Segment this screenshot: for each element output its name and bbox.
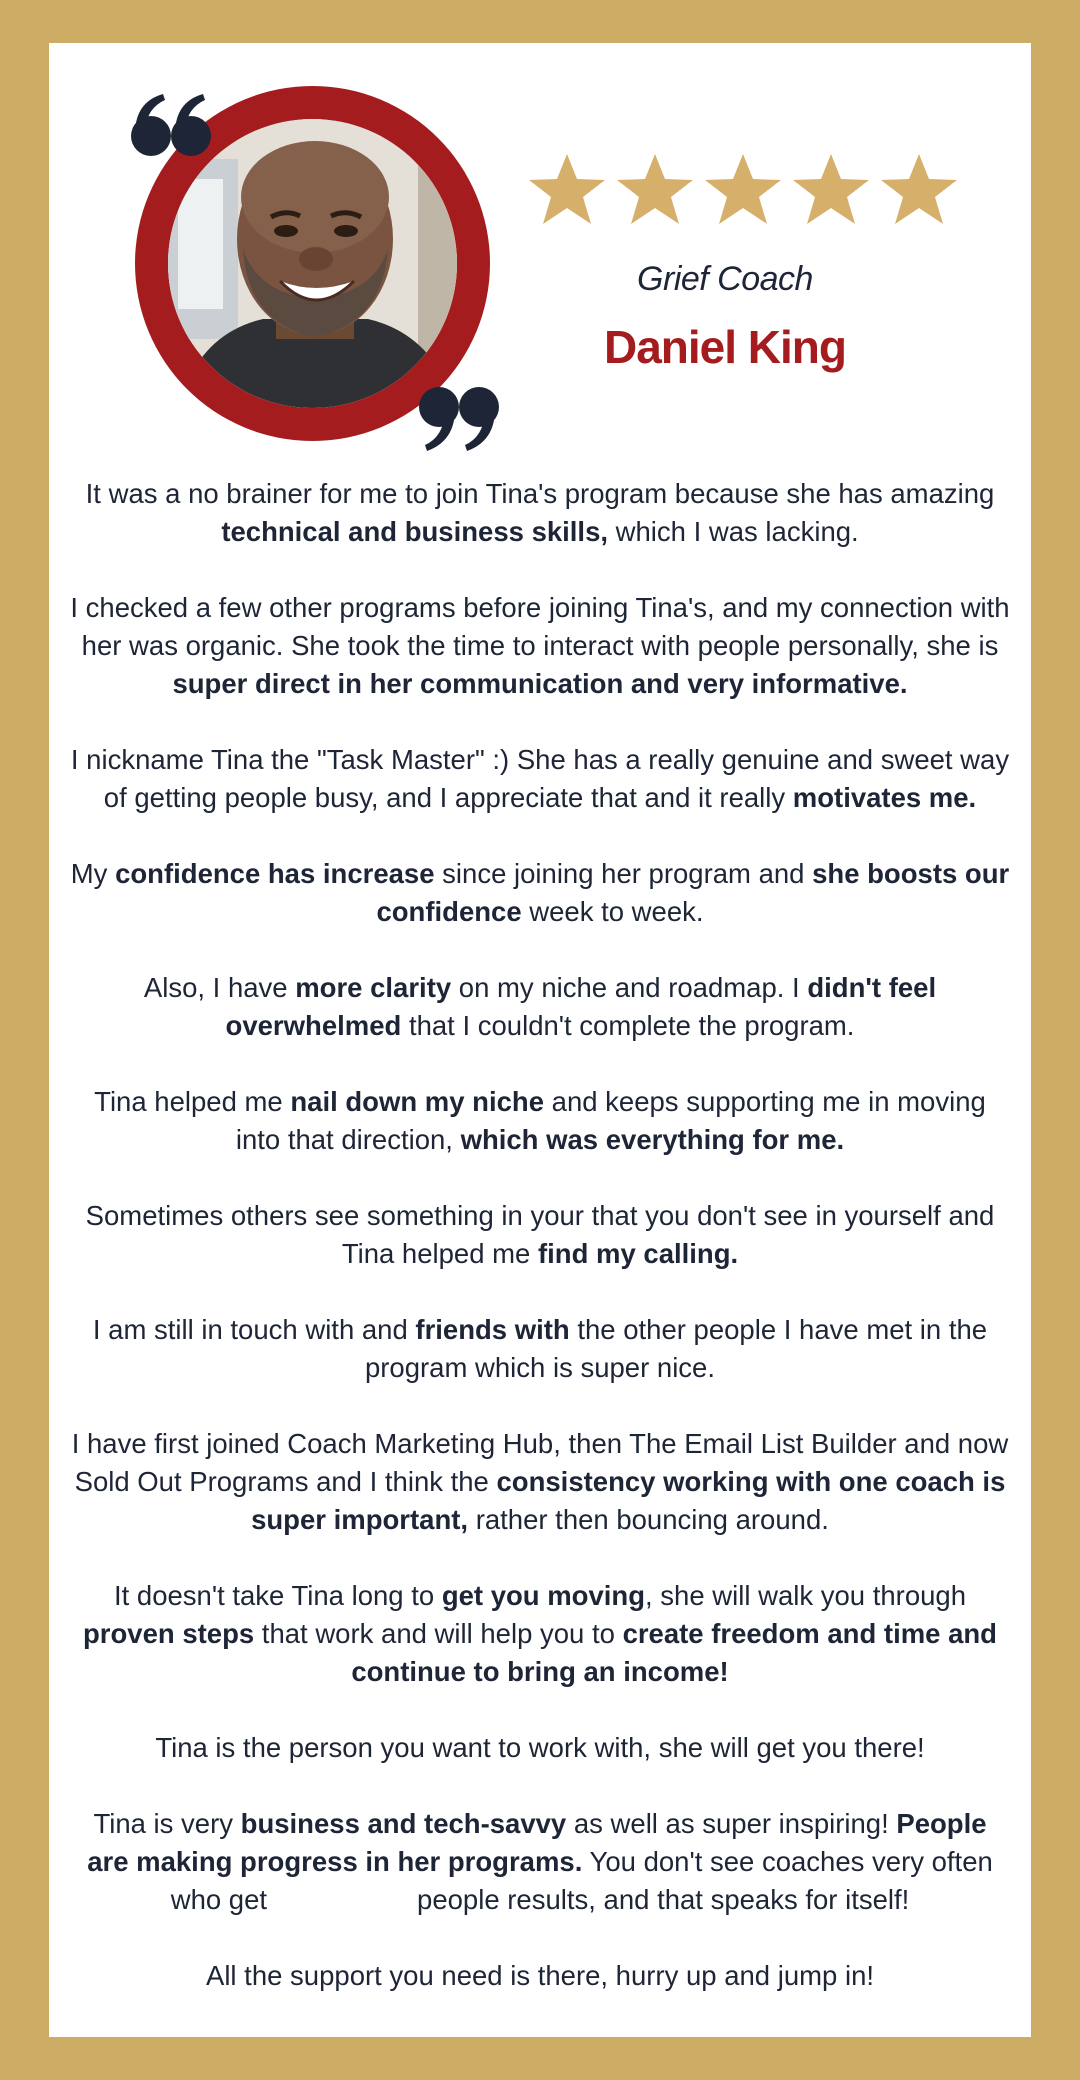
coach-name: Daniel King — [603, 321, 847, 373]
star-icon — [617, 154, 693, 224]
testimonial-paragraph: Also, I have more clarity on my niche and roadmap. I didn't feel overwhelmed that I couldn't complete the program. — [143, 972, 937, 1041]
testimonial-paragraph: Tina is the person you want to work with, she will get you there! — [155, 1732, 925, 1763]
open-quote-icon — [127, 88, 217, 168]
testimonial-paragraph: I am still in touch with and friends with the other people I have met in the program which is super nice. — [92, 1314, 988, 1383]
testimonial-card — [49, 43, 1031, 2037]
testimonial-paragraph: I have first joined Coach Marketing Hub, then The Email List Builder and now Sold Out Programs and I think the consistency working with one coach is super important, rather then bouncing around. — [71, 1428, 1009, 1535]
testimonial-paragraph: It doesn't take Tina long to get you moving, she will walk you through proven steps that work and will help you to create freedom and time and continue to bring an income! — [83, 1580, 997, 1687]
star-icon — [881, 154, 957, 224]
testimonial-paragraph: Tina is very business and tech-savvy as well as super inspiring! People are making progress in her programs. You don't see coaches very often who get people results, and that speaks for itself! — [87, 1808, 993, 1915]
testimonial-body — [69, 475, 1011, 2033]
testimonial-paragraph: My confidence has increase since joining her program and she boosts our confidence week to week. — [70, 858, 1010, 927]
testimonial-paragraph: Sometimes others see something in your that you don't see in yourself and Tina helped me find my calling. — [85, 1200, 995, 1269]
testimonial-paragraph: All the support you need is there, hurry up and jump in! — [205, 1960, 875, 1991]
testimonial-paragraph: It was a no brainer for me to join Tina's program because she has amazing technical and business skills, which I was lacking. — [85, 478, 995, 547]
testimonial-paragraph: I checked a few other programs before joining Tina's, and my connection with her was organic. She took the time to interact with people personally, she is super direct in her communication and very informative. — [70, 592, 1010, 699]
close-quote-icon — [413, 379, 503, 459]
testimonial-paragraph: Tina helped me nail down my niche and keeps supporting me in moving into that direction, which was everything for me. — [94, 1086, 986, 1155]
coach-title: Grief Coach — [637, 260, 813, 298]
star-icon — [793, 154, 869, 224]
star-icon — [529, 154, 605, 224]
testimonial-paragraph: I nickname Tina the "Task Master" :) She has a really genuine and sweet way of getting people busy, and I appreciate that and it really motivates me. — [70, 744, 1010, 813]
star-icon — [705, 154, 781, 224]
rating-stars — [525, 150, 965, 230]
